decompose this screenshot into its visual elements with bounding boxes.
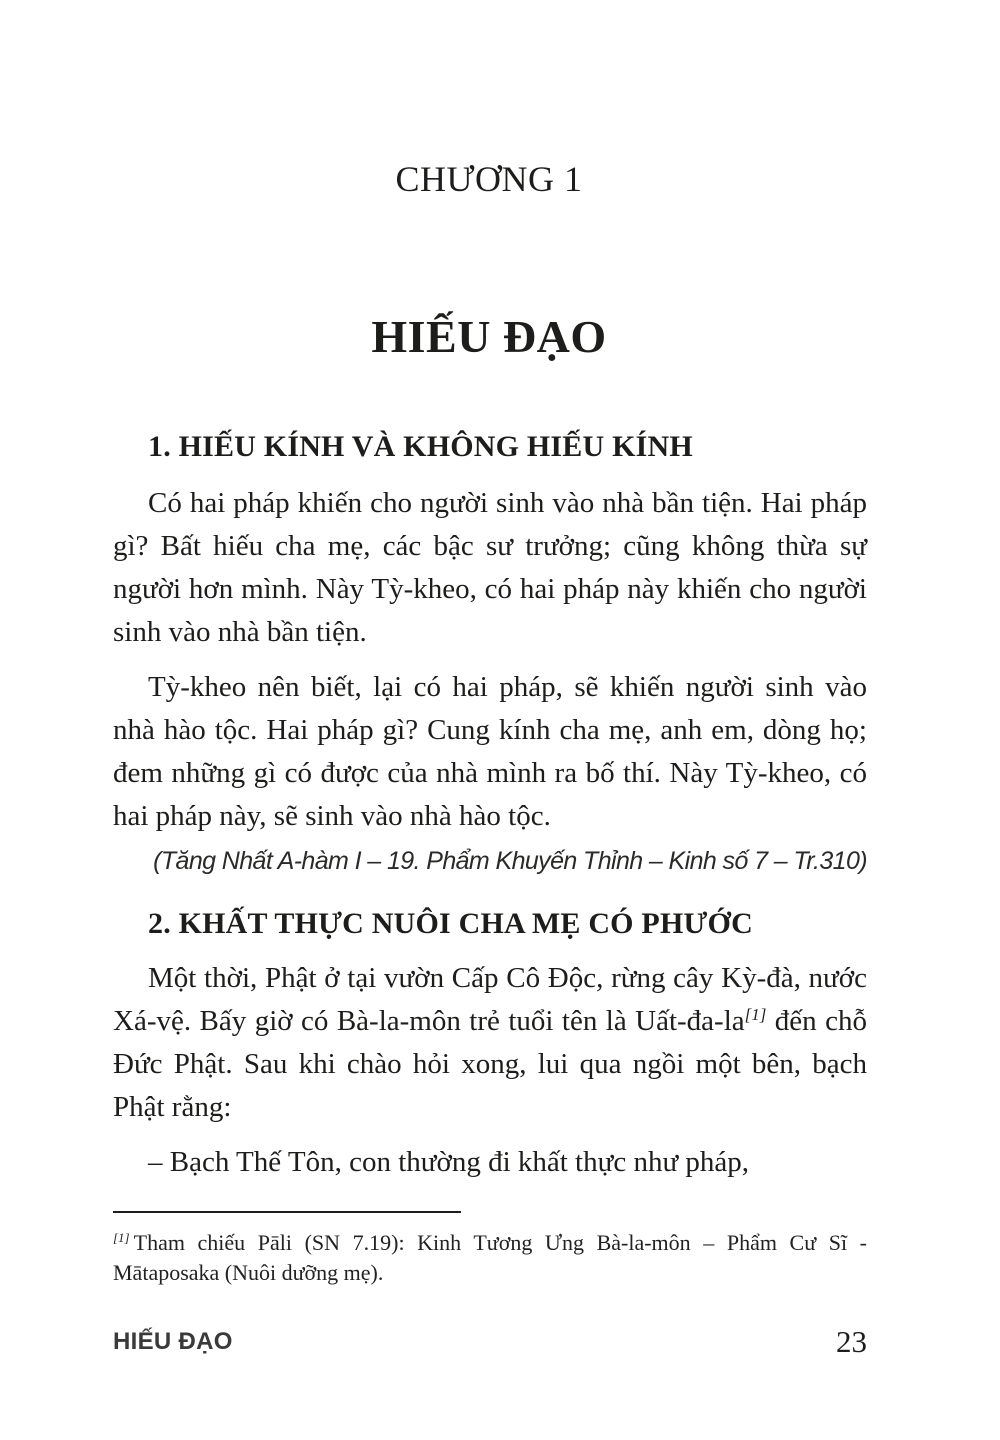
section-2 — [113, 901, 867, 1184]
footnote-marker: [1] — [113, 1230, 130, 1245]
section-heading: 2. KHẤT THỰC NUÔI CHA MẸ CÓ PHƯỚC — [148, 907, 753, 940]
footnote — [113, 1228, 867, 1288]
chapter-label: CHƯƠNG 1 — [395, 159, 583, 199]
footnote-text: Tham chiếu Pāli (SN 7.19): Kinh Tương Ưng Bà-la-môn – Phẩm Cư Sĩ - Mātaposaka (Nuôi dưỡng mẹ). — [113, 1230, 867, 1285]
body-paragraph: – Bạch Thế Tôn, con thường đi khất thực như pháp, — [148, 1146, 750, 1178]
chapter-title: HIẾU ĐẠO — [371, 311, 607, 362]
running-footer-title: HIẾU ĐẠO — [113, 1328, 233, 1355]
page-number: 23 — [836, 1324, 867, 1359]
body-paragraph: Tỳ-kheo nên biết, lại có hai pháp, sẽ khiến người sinh vào nhà hào tộc. Hai pháp gì? Cung kính cha mẹ, anh em, dòng họ; đem những gì có được của nhà mình ra bố thí. Này Tỳ-kheo, có hai pháp này, sẽ sinh vào nhà hào tộc. — [113, 671, 867, 832]
footnote-divider — [113, 1211, 461, 1213]
page-content — [113, 424, 867, 1184]
section-1 — [113, 424, 867, 881]
body-paragraph: Có hai pháp khiến cho người sinh vào nhà bần tiện. Hai pháp gì? Bất hiếu cha mẹ, các bậc sư trưởng; cũng không thừa sự người hơn mình. Này Tỳ-kheo, có hai pháp này khiến cho người sinh vào nhà bần tiện. — [113, 487, 867, 648]
source-citation: (Tăng Nhất A-hàm I – 19. Phẩm Khuyến Thỉnh – Kinh số 7 – Tr.310) — [153, 847, 867, 875]
section-heading: 1. HIẾU KÍNH VÀ KHÔNG HIẾU KÍNH — [148, 430, 693, 463]
paragraph-text: đến chỗ Đức Phật. Sau khi chào hỏi xong, lui qua ngồi một bên, bạch Phật rằng: — [113, 1005, 867, 1123]
paragraph-text: Một thời, Phật ở tại vườn Cấp Cô Độc, rừng cây Kỳ-đà, nước Xá-vệ. Bấy giờ có Bà-la-môn trẻ tuổi tên là Uất-đa-la — [113, 962, 867, 1037]
footnote-reference[interactable]: [1] — [744, 1005, 767, 1024]
body-paragraph — [113, 957, 867, 1129]
